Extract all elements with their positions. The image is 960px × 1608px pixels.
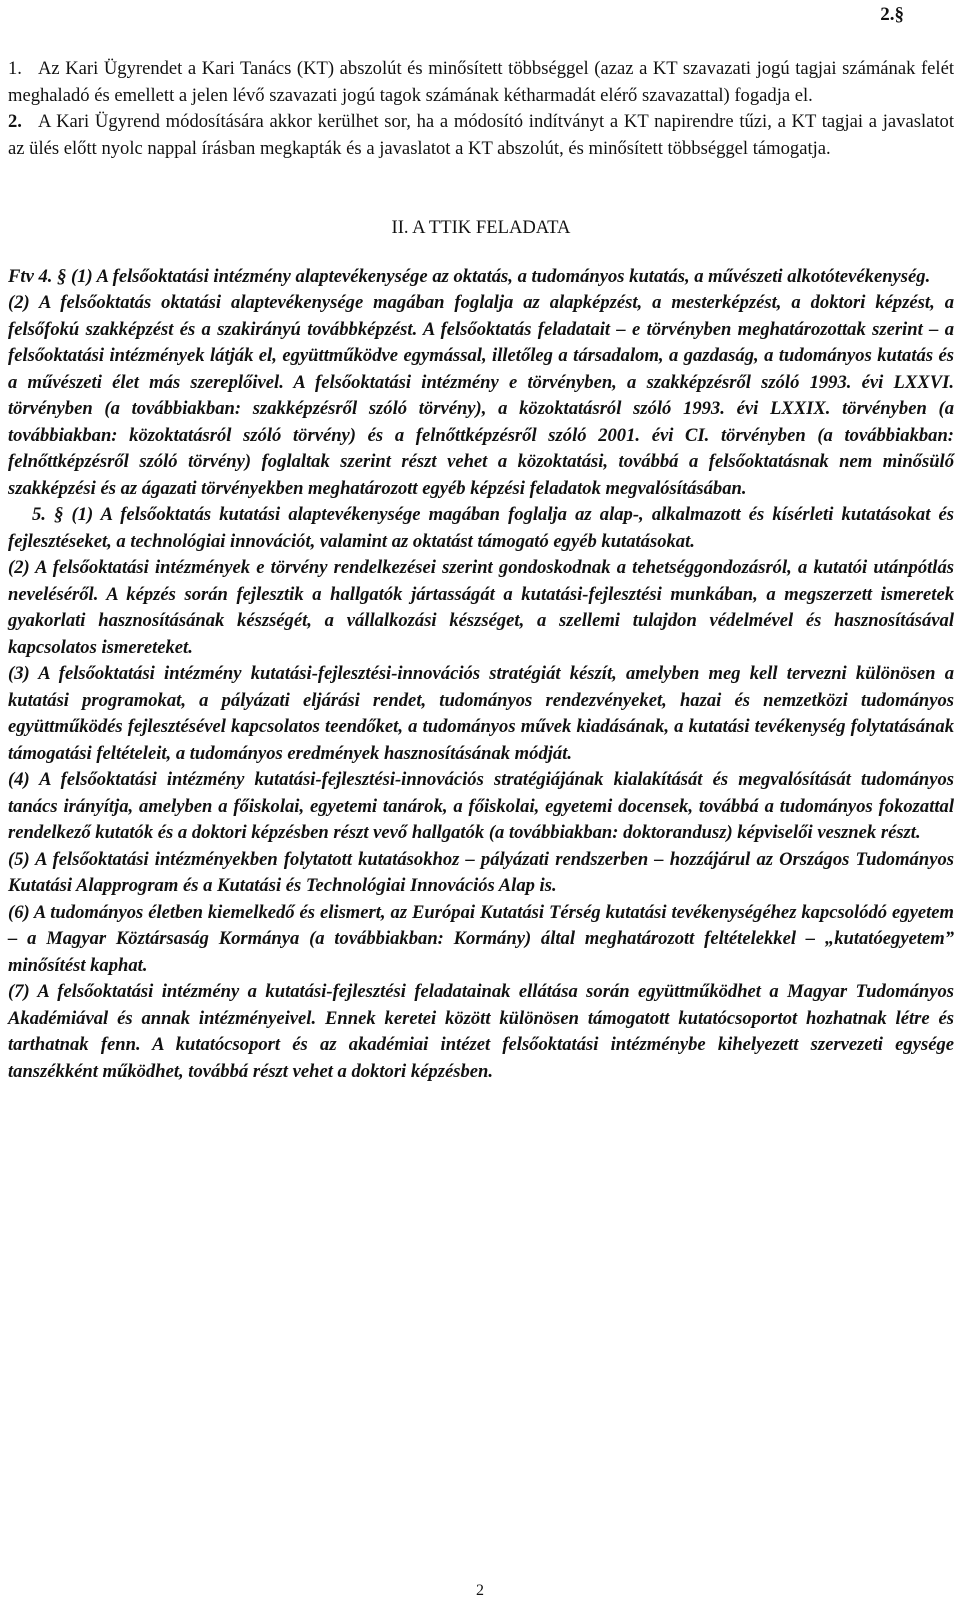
ftv5-para-2: (2) A felsőoktatási intézmények e törvény rendelkezései szerint gondoskodnak a tehetséggondozásról, a kutatói utánpótlás neveléséről. A képzés során fejlesztik a hallgatók jártasságát a kutatási-fejlesztési munkában, a megszerzett ismeretek gyakorlati hasznosításának készségét, a vállalkozási készséget, a szellemi tulajdon védelmével és hasznosításával kapcsolatos ismereteket. [8,557,954,658]
ftv5-para-4: (4) A felsőoktatási intézmény kutatási-fejlesztési-innovációs stratégiájának kialakítását és megvalósítását tudományos tanács irányítja, amelyben a főiskolai, egyetemi tanárok, a főiskolai, egyetemi docensek, továbbá a tudományos fokozattal rendelkező kutatók és a doktori képzésben részt vevő hallgatók (a továbbiakban: doktorandusz) képviselői vesznek részt. [8,769,954,843]
ftv5-para-5: (5) A felsőoktatási intézményekben folytatott kutatásokhoz – pályázati rendszerben – hozzájárul az Országos Tudományos Kutatási Alapprogram és a Kutatási és Technológiai Innovációs Alap is. [8,848,954,896]
item-text: Az Kari Ügyrendet a Kari Tanács (KT) abszolút és minősített többséggel (azaz a KT szavazati jogú tagjai számának felét meghaladó és emellett a jelen lévő szavazati jogú tagok számának kétharmadát elérő szavazattal) fogadja el. [8,58,954,106]
ftv5-para-3: (3) A felsőoktatási intézmény kutatási-fejlesztési-innovációs stratégiát készít, amelyben meg kell tervezni különösen a kutatási programokat, a pályázati eljárási rendet, tudományos rendezvényeket, hazai és nemzetközi tudományos együttműködés fejlesztésével kapcsolatos teendőket, a tudományos művek kiadásának, a kutatási tevékenység folytatásának támogatási feltételeit, a tudományos eredmények hasznosításának módját. [8,663,954,764]
ftv5-lead: 5. [32,504,46,525]
ftv5-para-6: (6) A tudományos életben kiemelkedő és elismert, az Európai Kutatási Térség kutatási tevékenységéhez kapcsolódó egyetem – a Magyar Köztársaság Kormánya (a továbbiakban: Kormány) által meghatározott feltételekkel – „kutatóegyetem” minősítést kaphat. [8,901,954,976]
ftv5-para-1 [8,502,954,555]
ftv5-para-7: (7) A felsőoktatási intézmény a kutatási-fejlesztési feladatainak ellátása során együttműködhet a Magyar Tudományos Akadémiával és annak intézményeivel. Ennek keretei között különösen támogatott kutatócsoportot hozhatnak létre és tarthatnak fenn. A kutatócsoport és az akadémiai intézet felsőoktatási intézménybe kihelyezett szervezeti egysége tanszékként működhet, továbbá részt vehet a doktori képzésben. [8,981,954,1082]
section-heading: II. A TTIK FELADATA [391,217,571,238]
section-mark: 2.§ [880,4,904,25]
ftv4-para-1 [8,264,954,291]
ftv4-para-1-text: § (1) A felsőoktatási intézmény alaptevékenysége az oktatás, a tudományos kutatás, a művészeti alkotótevékenység. [57,265,931,287]
ftv5-para-1-text: § (1) A felsőoktatás kutatási alaptevékenysége magában foglalja az alap-, alkalmazott és kísérleti kutatásokat és fejlesztéseket, a technológiai innovációt, valamint az oktatást támogató egyéb kutatásokat. [8,504,955,552]
ftv4-lead: Ftv 4. [8,265,53,287]
intro-item-2 [8,109,954,162]
ftv4-para-2: (2) A felsőoktatás oktatási alaptevékenysége magában foglalja az alapképzést, a mesterképzést, a doktori képzést, a felsőfokú szakképzést és a szakirányú továbbképzést. A felsőoktatás feladatait – e törvényben meghatározottak szerint – a felsőoktatási intézmények látják el, együttműködve egymással, illetőleg a társadalom, a gazdaság, a tudományos kutatás és a művészeti élet más szereplőivel. A felsőoktatási intézmény e törvényben, a szakképzésről szóló 1993. évi LXXVI. törvényben (a továbbiakban: szakképzésről szóló törvény), a közoktatásról szóló 1993. évi LXXIX. törvényben (a továbbiakban: közoktatásról szóló törvény) és a felnőttképzésről szóló 2001. évi CI. törvényben (a továbbiakban: felnőttképzésről szóló törvény) foglaltak szerint részt vehet a közoktatási, továbbá a felsőoktatásnak nem minősülő szakképzési és az ágazati törvényekben meghatározott egyéb képzési feladatok megvalósításában. [8,292,954,499]
page-number: 2 [476,1582,484,1599]
document-body [8,56,954,1085]
item-number: 2. [8,111,22,132]
intro-item-1 [8,56,954,109]
item-text: A Kari Ügyrend módosítására akkor kerülhet sor, ha a módosító indítványt a KT napirendre tűzi, a KT tagjai a javaslatot az ülés előtt nyolc nappal írásban megkapták és a javaslatot a KT abszolút, és minősített többséggel támogatja. [8,111,954,159]
item-number: 1. [8,58,22,79]
